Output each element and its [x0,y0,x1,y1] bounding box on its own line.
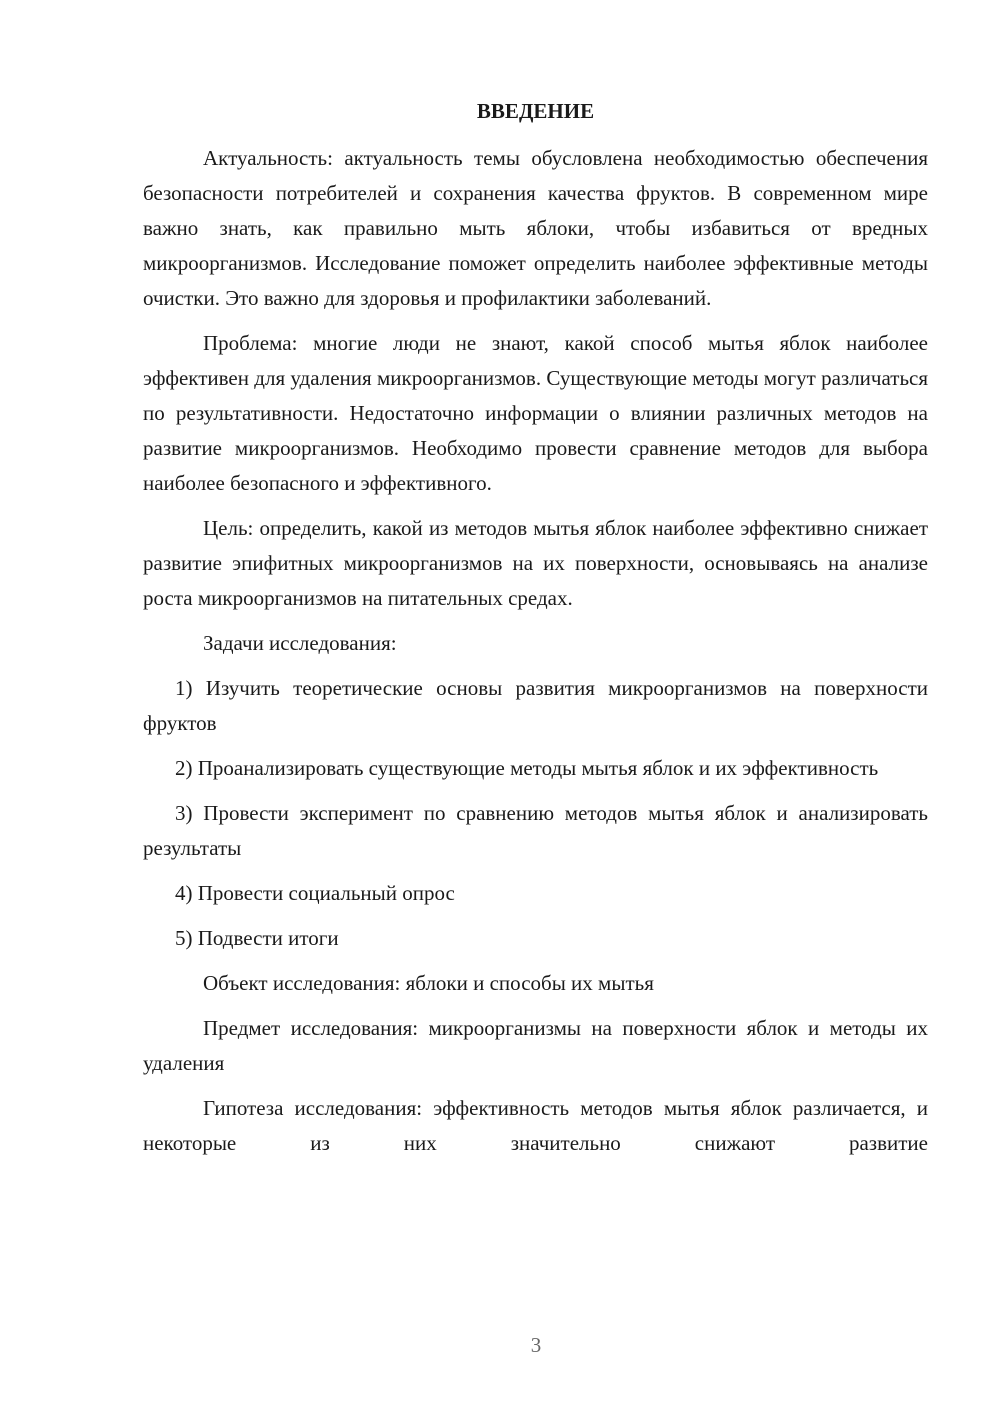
tasks-heading: Задачи исследования: [203,631,397,655]
document-body [143,94,928,1161]
hypothesis-paragraph: Гипотеза исследования: эффективность методов мытья яблок различается, и некоторые из них значительно снижают развитие [143,1096,928,1155]
task-item: 1) Изучить теоретические основы развития микроорганизмов на поверхности фруктов [143,676,928,735]
goal-paragraph: Цель: определить, какой из методов мытья яблок наиболее эффективно снижает развитие эпифитных микроорганизмов на их поверхности, основываясь на анализе роста микроорганизмов на питательных средах. [143,516,928,610]
section-title: ВВЕДЕНИЕ [476,99,595,123]
relevance-paragraph: Актуальность: актуальность темы обусловлена необходимостью обеспечения безопасности потребителей и сохранения качества фруктов. В современном мире важно знать, как правильно мыть яблоки, чтобы избавиться от вредных микроорганизмов. Исследование поможет определить наиболее эффективные методы очистки. Это важно для здоровья и профилактики заболеваний. [143,146,928,310]
subject-paragraph: Предмет исследования: микроорганизмы на поверхности яблок и методы их удаления [143,1016,928,1075]
object-paragraph: Объект исследования: яблоки и способы их мытья [203,971,654,995]
task-item: 4) Провести социальный опрос [175,881,455,905]
task-item: 3) Провести эксперимент по сравнению методов мытья яблок и анализировать результаты [143,801,928,860]
problem-paragraph: Проблема: многие люди не знают, какой способ мытья яблок наиболее эффективен для удаления микроорганизмов. Существующие методы могут различаться по результативности. Недостаточно информации о влиянии различных методов на развитие микроорганизмов. Необходимо провести сравнение методов для выбора наиболее безопасного и эффективного. [143,331,928,495]
task-item: 5) Подвести итоги [175,926,339,950]
page-number: 3 [530,1333,542,1357]
task-item: 2) Проанализировать существующие методы мытья яблок и их эффективность [175,756,879,780]
